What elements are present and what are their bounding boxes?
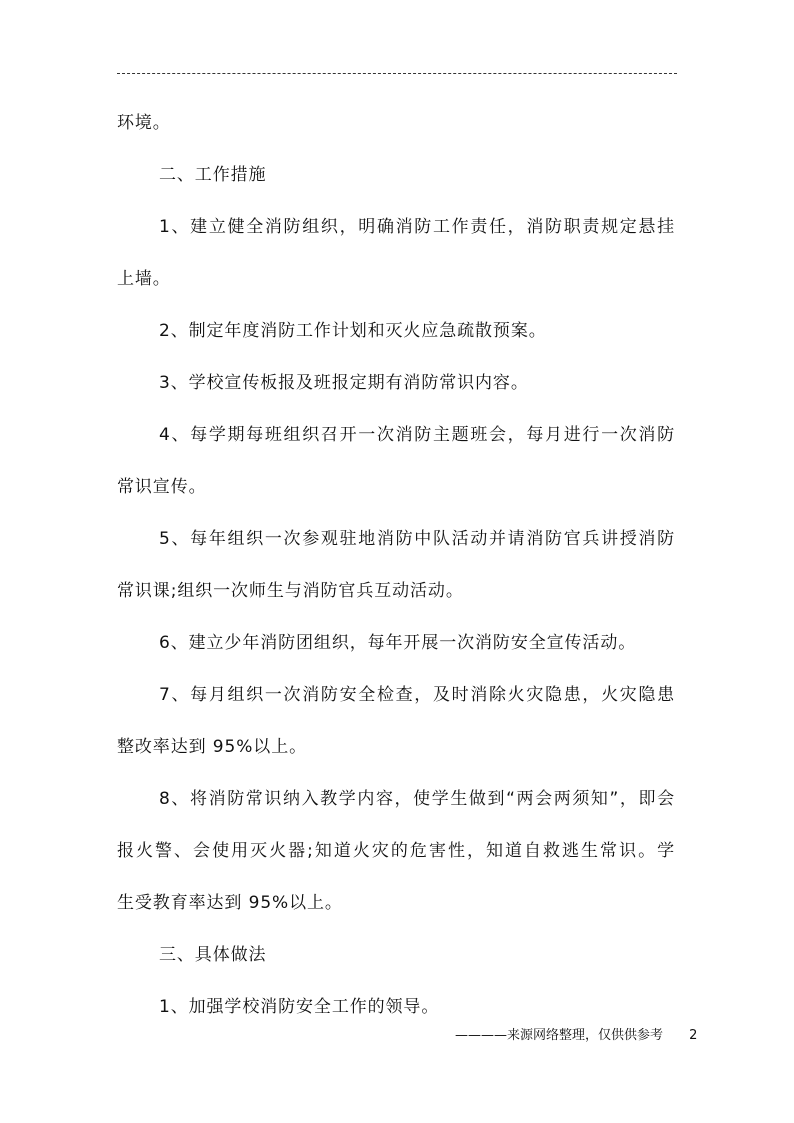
page-footer bbox=[455, 1028, 697, 1044]
footer-source-note: ————来源网络整理，仅供供参考 bbox=[455, 1028, 664, 1043]
text-line: 生受教育率达到 95%以上。 bbox=[117, 893, 343, 913]
text-line: 整改率达到 95%以上。 bbox=[117, 737, 307, 757]
text-line: 常识宣传。 bbox=[117, 477, 207, 497]
text-line: 4、每学期每班组织召开一次消防主题班会，每月进行一次消防 bbox=[159, 425, 675, 445]
text-line: 3、学校宣传板报及班报定期有消防常识内容。 bbox=[159, 373, 529, 393]
header-dashed-rule bbox=[117, 73, 677, 74]
section-heading: 三、具体做法 bbox=[159, 945, 267, 965]
text-line: 上墙。 bbox=[117, 269, 171, 289]
text-line: 6、建立少年消防团组织，每年开展一次消防安全宣传活动。 bbox=[159, 633, 637, 653]
text-line: 环境。 bbox=[117, 113, 171, 133]
text-line: 1、建立健全消防组织，明确消防工作责任，消防职责规定悬挂 bbox=[159, 217, 675, 237]
text-line: 2、制定年度消防工作计划和灭火应急疏散预案。 bbox=[159, 321, 547, 341]
text-line: 常识课;组织一次师生与消防官兵互动活动。 bbox=[117, 581, 464, 601]
text-line: 8、将消防常识纳入教学内容，使学生做到“两会两须知”，即会 bbox=[159, 789, 675, 809]
text-line: 7、每月组织一次消防安全检查，及时消除火灾隐患，火灾隐患 bbox=[159, 685, 675, 705]
text-line: 5、每年组织一次参观驻地消防中队活动并请消防官兵讲授消防 bbox=[159, 529, 675, 549]
text-line: 报火警、会使用灭火器;知道火灾的危害性，知道自救逃生常识。学 bbox=[117, 841, 675, 861]
page-number: 2 bbox=[689, 1028, 698, 1043]
section-heading: 二、工作措施 bbox=[159, 165, 267, 185]
text-line: 1、加强学校消防安全工作的领导。 bbox=[159, 997, 440, 1017]
